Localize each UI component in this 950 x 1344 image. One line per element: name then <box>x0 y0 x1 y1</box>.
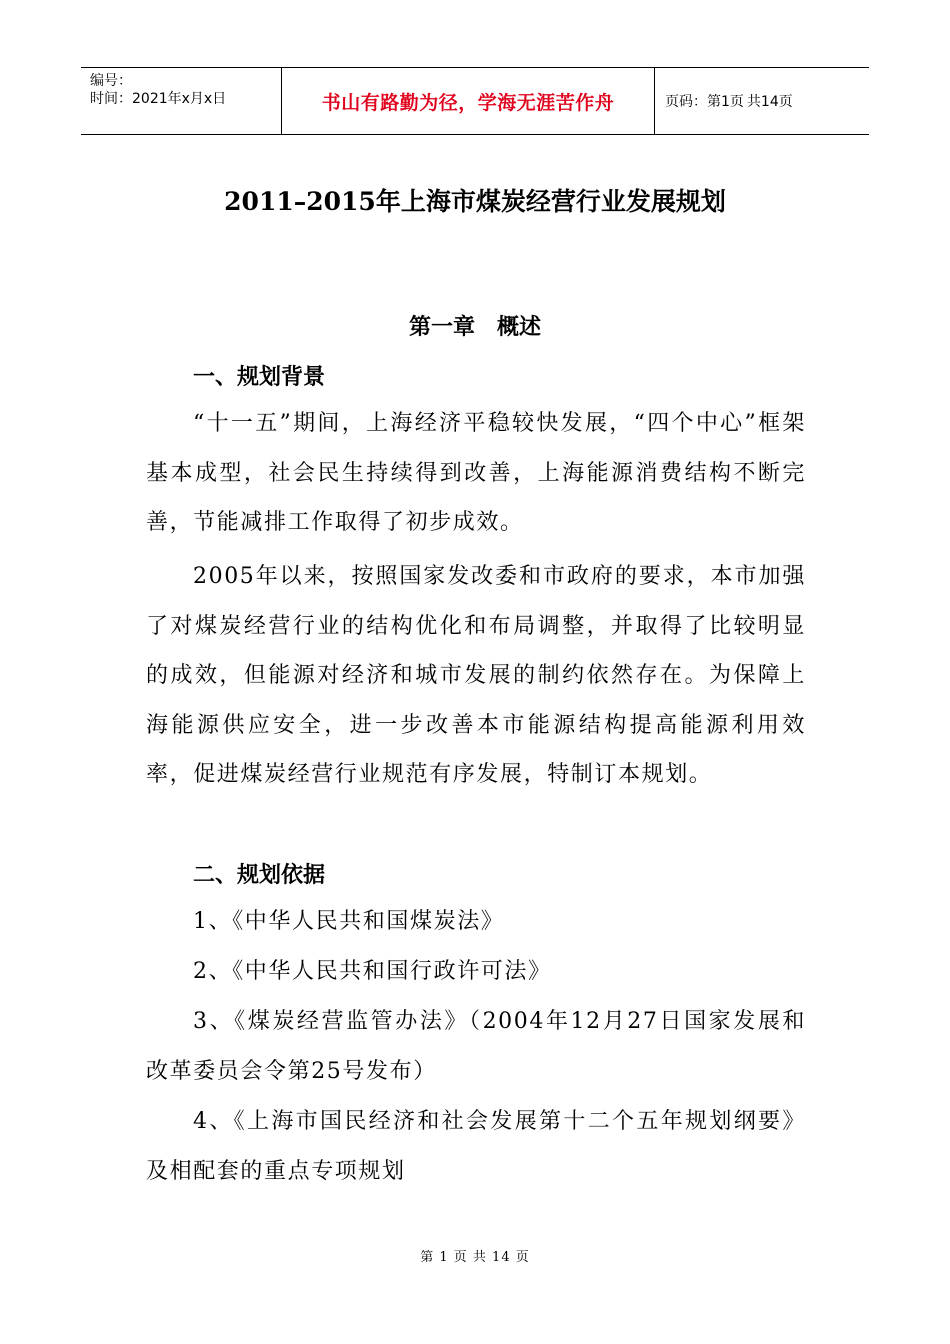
page-footer: 第 1 页 共 14 页 <box>420 1250 530 1265</box>
header-page-info <box>655 68 869 134</box>
header-motto: 书山有路勤为径，学海无涯苦作舟 <box>321 91 615 114</box>
header-total-label: 共14页 <box>746 94 793 110</box>
header-page-label: 页码：第1页 <box>665 94 744 110</box>
document-number-label: 编号： <box>90 73 132 89</box>
page-header <box>81 67 869 135</box>
header-meta <box>81 68 281 134</box>
list-item: 4、《上海市国民经济和社会发展第十二个五年规划纲要》及相配套的重点专项规划 <box>146 1109 806 1184</box>
paragraph: 2005年以来，按照国家发改委和市政府的要求，本市加强了对煤炭经营行业的结构优化和布局调整，并取得了比较明显的成效，但能源对经济和城市发展的制约依然存在。为保障上海能源供应安全，进一步改善本市能源结构提高能源利用效率，促进煤炭经营行业规范有序发展，特制订本规划。 <box>146 564 806 787</box>
document-title: 2011–2015年上海市煤炭经营行业发展规划 <box>224 187 726 216</box>
list-item: 1、《中华人民共和国煤炭法》 <box>193 909 505 934</box>
paragraph: “十一五”期间，上海经济平稳较快发展，“四个中心”框架基本成型，社会民生持续得到改善，上海能源消费结构不断完善，节能减排工作取得了初步成效。 <box>146 411 806 535</box>
section-heading-basis: 二、规划依据 <box>193 863 326 888</box>
document-time-label: 时间：2021年x月x日 <box>90 91 227 107</box>
section-heading-background: 一、规划背景 <box>193 365 326 390</box>
header-motto-cell <box>281 68 655 134</box>
list-item: 2、《中华人民共和国行政许可法》 <box>193 959 552 984</box>
chapter-heading: 第一章 概述 <box>408 315 541 340</box>
list-item: 3、《煤炭经营监管办法》（2004年12月27日国家发展和改革委员会令第25号发布） <box>146 1009 806 1084</box>
